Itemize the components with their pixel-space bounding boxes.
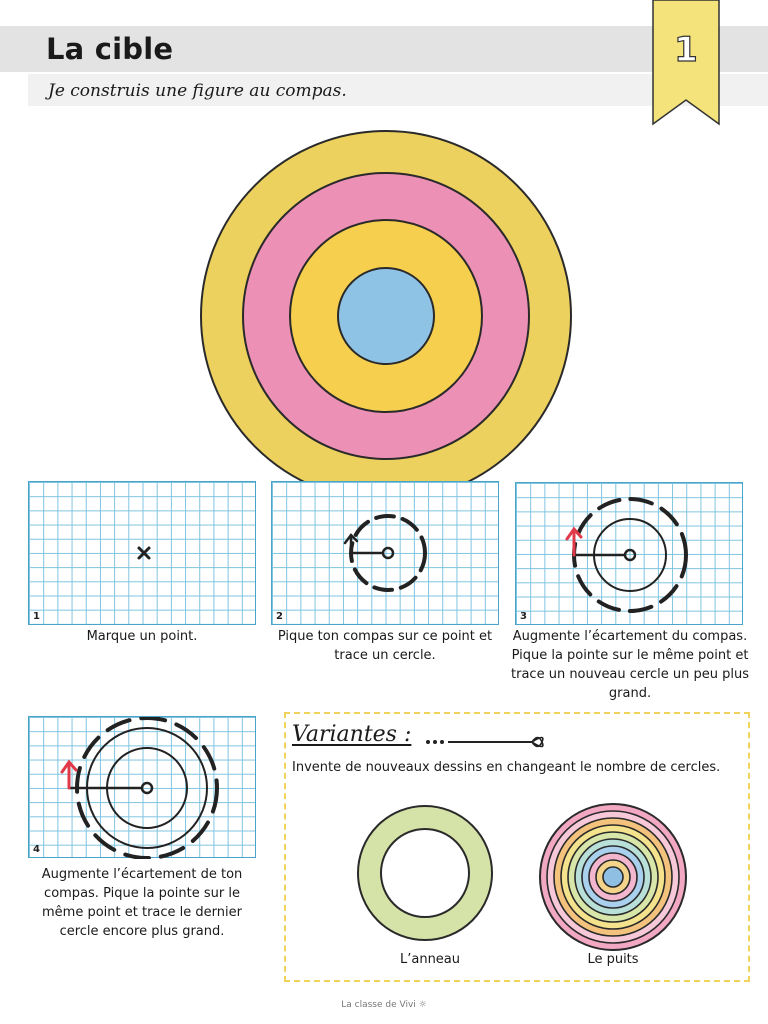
page-number: 1	[674, 30, 698, 70]
variantes-title: Variantes :	[292, 722, 412, 747]
step-number: 1	[33, 611, 40, 622]
step-1-caption: Marque un point.	[86, 629, 198, 644]
well-example	[538, 802, 688, 952]
step-1-grid	[28, 481, 256, 625]
target-illustration	[198, 128, 574, 504]
point-mark-icon	[29, 482, 257, 626]
second-circle-icon	[516, 483, 744, 626]
step-4-grid	[28, 716, 256, 858]
step-2-caption: Pique ton compas sur ce point et trace un cercle.	[277, 629, 493, 663]
ring-example-label: L’anneau	[399, 952, 461, 967]
well-example-label: Le puits	[587, 952, 639, 967]
third-circle-icon	[29, 717, 257, 859]
step-number: 4	[33, 844, 40, 855]
page-subtitle: Je construis une figure au compas.	[48, 81, 347, 101]
variantes-text: Invente de nouveaux dessins en changeant le nombre de cercles.	[292, 760, 721, 775]
decorative-arrow-icon	[424, 732, 554, 752]
step-2-grid	[271, 481, 499, 625]
ring-example	[355, 803, 495, 943]
step-4-caption: Augmente l’écartement de ton compas. Pique la pointe sur le même point et trace le dernier cercle encore plus grand.	[41, 867, 243, 939]
step-number: 2	[276, 611, 283, 622]
center-disc	[338, 268, 434, 364]
step-3-caption: Augmente l’écartement du compas. Pique la pointe sur le même point et trace un nouveau cercle un peu plus grand.	[511, 629, 749, 701]
step-number: 3	[520, 611, 527, 622]
step-3-grid	[515, 482, 743, 625]
footer-credit: La classe de Vivi ☼	[341, 1000, 427, 1010]
page-title: La cible	[46, 32, 174, 66]
first-circle-icon	[272, 482, 500, 626]
